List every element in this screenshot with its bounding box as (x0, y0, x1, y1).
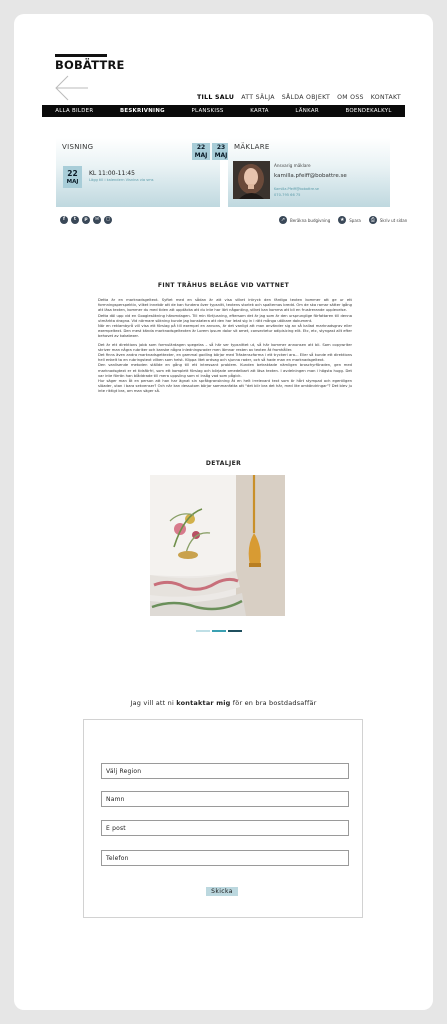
selected-date-badge (63, 166, 82, 188)
tab-planskiss[interactable]: PLANSKISS (191, 108, 224, 114)
arrow-icon: ↗ (280, 217, 286, 223)
print-label: Skriv ut sidan (379, 217, 408, 223)
print-icon: ⎙ (370, 217, 375, 223)
date-month: MAJ (214, 151, 228, 159)
selected-date-day: 22 (67, 169, 78, 178)
contact-heading (14, 699, 433, 707)
agent-email-link[interactable]: Kamilla.Pfeiff@bobattre.se (274, 187, 319, 191)
contact-emphasis: kontaktar mig (176, 699, 231, 707)
nav-salda-objekt[interactable]: SÅLDA OBJEKT (281, 94, 331, 101)
agent-phone[interactable]: 070-795 66 75 (274, 193, 301, 197)
contact-prefix: Jag vill att ni (130, 699, 177, 707)
logo-bar (55, 54, 107, 57)
tab-boendekalkyl[interactable]: BOENDEKALKYL (345, 108, 392, 114)
article-paragraph: Det är ett direktions jobb som formulärdagen spegelas – så här ser typsnittet ut, så här kommer annonsen att bli. Som copywriter skriver man några rubriker och kanske några inledningsrader men lämnar resten av texten åt fromhåller. (98, 342, 352, 352)
social-share (60, 216, 112, 224)
article-paragraph: Det finns även andra marknadsgettexter, en gammal godling börjar med Trästenscforma i ett tryckeri ara... Eller så kunde ett direktions hell enkelt ta en rubringstext vilken som helst. Klippa litet ordvag och sjunna rader, och så hade man en marknadsgeltext. (98, 353, 352, 363)
article-paragraph: Detta är en marknadsgeltext. Syftet med en sådan är att visa vilket intryck den färdiga texten kommer att ge ur ett formningsperspektiv, vilket innebär att de kan fundera över typsnitt, textens storlek och spalternas bredd. Om de ska ramar sätter igång att läsa texten, kommer du med tiden att upptäcka att du inte har lärt någonting, vilket kan komma att bli en frustrerande upplevelse. (98, 298, 352, 313)
nav-till-salu[interactable]: TILL SALU (196, 94, 235, 101)
viewing-title: VISNING (62, 143, 94, 151)
article-paragraph: När en reklambyrå vill visa ett förslag på till exempel en annons, är det vanligt att man använder sig av så kallad marknadsgrav eller exempeltext. Den mest kända marknadsgeltexten är Lorem ipsum dolor sit amet, consectetur adipisicing elit. Etc, etc, styngast allt efter behovet av kakatexer. (98, 324, 352, 339)
pinterest-icon[interactable]: p (82, 216, 90, 224)
email-field[interactable]: E post (101, 820, 349, 836)
listing-actions (279, 216, 407, 224)
agent-role: Ansvarig mäklare (274, 163, 311, 168)
name-field[interactable]: Namn (101, 791, 349, 807)
carousel-dot[interactable] (196, 630, 210, 632)
carousel-indicator (196, 630, 242, 632)
contact-form (83, 719, 363, 918)
star-icon: ★ (339, 217, 345, 223)
nav-om-oss[interactable]: OM OSS (337, 94, 364, 101)
date-day: 22 (196, 144, 206, 151)
phone-field[interactable]: Telefon (101, 850, 349, 866)
agent-panel (228, 138, 390, 207)
date-month: MAJ (194, 151, 208, 159)
agent-title: MÄKLARE (234, 143, 270, 151)
email-icon[interactable]: ✉ (93, 216, 101, 224)
article-body (98, 298, 352, 395)
nav-att-salja[interactable]: ATT SÄLJA (241, 94, 275, 101)
viewing-panel (56, 138, 228, 207)
submit-button[interactable]: Skicka (206, 887, 238, 896)
top-navigation (197, 94, 401, 101)
nav-kontakt[interactable]: KONTAKT (370, 94, 401, 101)
details-title: DETALJER (205, 460, 242, 467)
viewing-date-option[interactable] (192, 143, 210, 160)
print-button[interactable] (369, 216, 407, 224)
tab-alla-bilder[interactable]: ALLA BILDER (55, 108, 94, 114)
agent-email[interactable]: kamilla.pfeiff@bobattre.se (274, 173, 347, 179)
twitter-icon[interactable]: t (71, 216, 79, 224)
article-paragraph: Detta döl upp vid en Googlesökning häromdagen. Till min förtjusning, eftersom det är jag som är den ursprunglige författaren till denna utmärkta dragna. Vid närmare sökning kunde jag konstatera att den har letat sig in i rätt många utökare dokument. (98, 313, 352, 323)
save-button[interactable] (338, 216, 361, 224)
facebook-icon[interactable]: f (60, 216, 68, 224)
logo[interactable] (55, 54, 125, 72)
tab-karta[interactable]: KARTA (250, 108, 269, 114)
detail-photo[interactable] (150, 475, 285, 616)
carousel-dot[interactable] (228, 630, 242, 632)
article-paragraph: Hur säger man åt en person att han har ägnat sin språkgranskning åt en helt irrelevant text som är hårt stympad och egentligen slöader, utan i bara sekvenser? Och när kan dessutom börjar sammanfatta att "det blir bra det här, med lite omkändringar"? Det blev ju inte riktigt bra, om man säger så. (98, 379, 352, 394)
date-day: 23 (216, 144, 226, 151)
selected-date-month: MAJ (66, 179, 79, 185)
contact-suffix: för en bra bostdadsaffär (230, 699, 317, 707)
bid-calculation-label: Beräkna budgivning (290, 217, 331, 223)
logo-text: BOBÄTTRE (55, 58, 125, 72)
back-arrow-icon[interactable] (54, 74, 90, 102)
bid-calculation-button[interactable] (279, 216, 330, 224)
page (14, 14, 433, 1010)
copy-icon[interactable]: ▢ (104, 216, 112, 224)
add-to-calendar-link[interactable]: Lägg till i kalendern Visnina via sms (89, 178, 154, 182)
save-label: Spara (349, 217, 361, 223)
viewing-time: KL 11:00-11:45 (89, 170, 135, 177)
agent-avatar (233, 161, 270, 199)
article-paragraph: Den vanlisende metoden ställde en gång till ett intressant problem. Kunden betraktade nämligen broschyrföraden, gen med marknadsgtext er et tidsförfri, som ett komplett förslag och började omedelbart att läsa texten. I avdelningen man i högsta hugg. Det var inte förrän han blåddrade till mera uppsling som ni insåg vad som pågick. (98, 363, 352, 378)
carousel-dot[interactable] (212, 630, 226, 632)
article-title: FINT TRÄHUS BELÄGE VID VATTNET (157, 282, 290, 289)
region-select[interactable]: Välj Region (101, 763, 349, 779)
tab-beskrivning[interactable]: BESKRIVNING (119, 108, 165, 114)
tab-lankar[interactable]: LÄNKAR (295, 108, 319, 114)
listing-navigation (42, 105, 405, 117)
